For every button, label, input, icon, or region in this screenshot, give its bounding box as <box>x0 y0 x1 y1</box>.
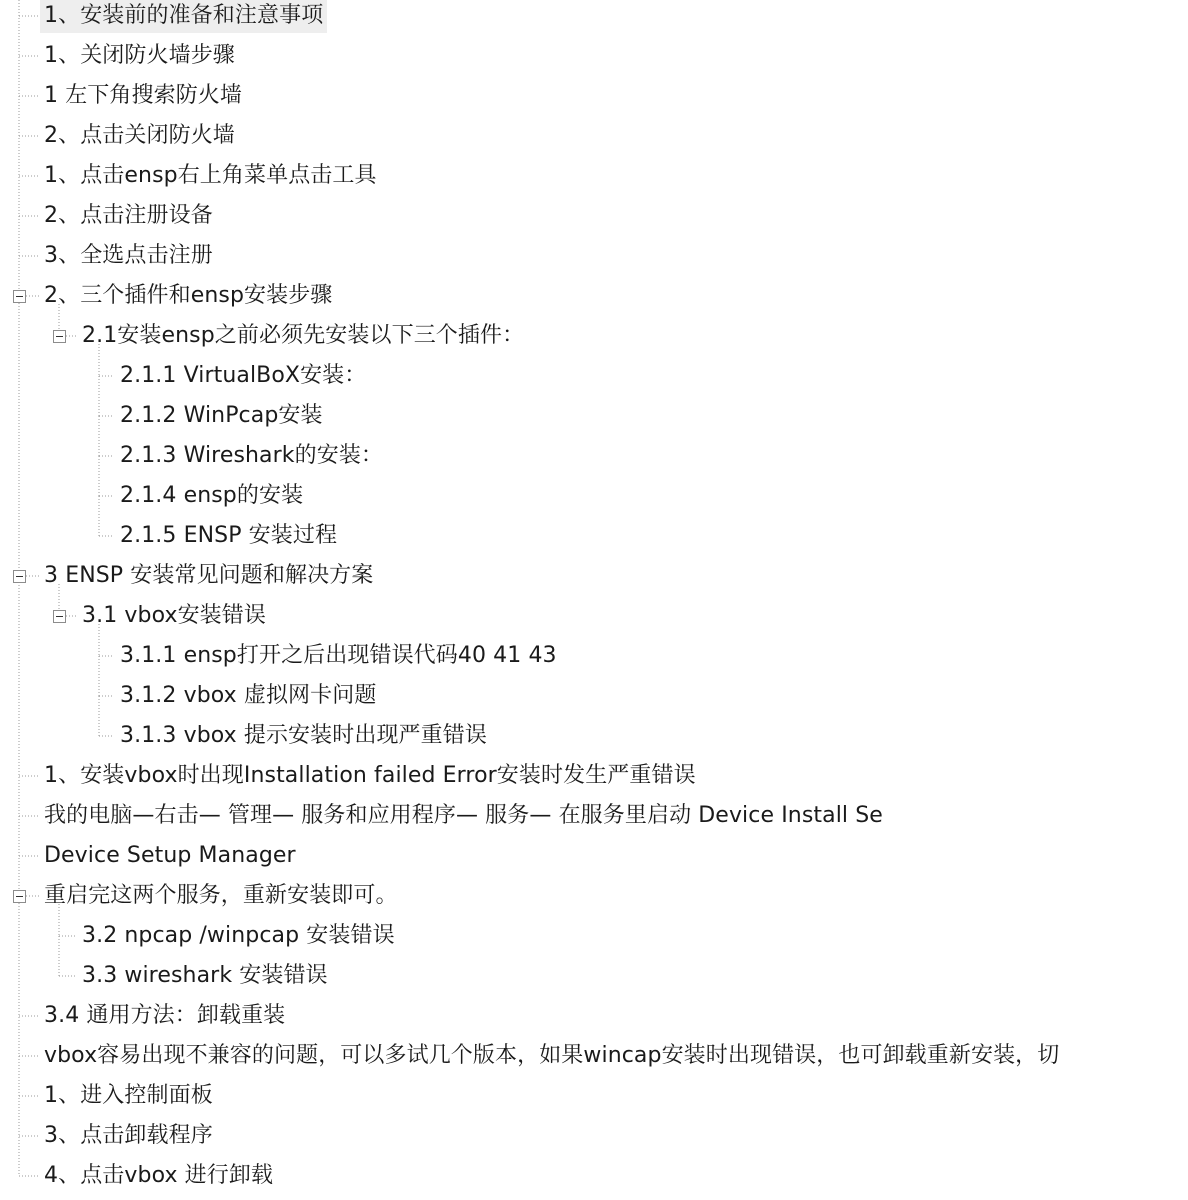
tree-item[interactable] <box>40 1076 217 1116</box>
tree-item-label: 2、三个插件和ensp安装步骤 <box>44 283 333 308</box>
tree-item[interactable] <box>40 116 239 156</box>
tree-item-label: 3.1.3 vbox 提示安装时出现严重错误 <box>120 723 487 748</box>
tree-item-label: 2.1.2 WinPcap安装 <box>120 403 323 428</box>
tree-item[interactable] <box>116 396 327 436</box>
tree-item-label: 我的电脑—右击— 管理— 服务和应用程序— 服务— 在服务里启动 Device Install Se <box>44 803 883 828</box>
tree-item-label: 2.1安装ensp之前必须先安装以下三个插件： <box>82 323 525 348</box>
tree-item-label: 3.1 vbox安装错误 <box>82 603 266 628</box>
collapse-toggle-icon[interactable] <box>13 890 26 903</box>
tree-item[interactable] <box>116 436 387 476</box>
tree-item-label: 1、安装vbox时出现Installation failed Error安装时发生严重错误 <box>44 763 696 788</box>
tree-item-label: 3.1.2 vbox 虚拟网卡问题 <box>120 683 377 708</box>
tree-item[interactable] <box>40 0 327 36</box>
collapse-toggle-icon[interactable] <box>13 570 26 583</box>
tree-item[interactable] <box>78 316 528 356</box>
tree-item[interactable] <box>116 716 491 756</box>
tree-item[interactable] <box>40 276 336 316</box>
tree-item-label: 2、点击关闭防火墙 <box>44 123 235 148</box>
tree-item-label: Device Setup Manager <box>44 843 296 868</box>
tree-item-label: 重启完这两个服务，重新安装即可。 <box>44 883 398 908</box>
tree-item-label: 3.1.1 ensp打开之后出现错误代码40 41 43 <box>120 643 557 668</box>
tree-item-label: vbox容易出现不兼容的问题，可以多试几个版本，如果wincap安装时出现错误，也可卸载重新安装，切 <box>44 1043 1060 1068</box>
tree-item-label: 3.4 通用方法：卸载重装 <box>44 1003 286 1028</box>
tree-item[interactable] <box>40 756 700 796</box>
tree-item-label: 4、点击vbox 进行卸载 <box>44 1163 274 1188</box>
tree-item[interactable] <box>40 556 377 596</box>
tree-item-label: 1、关闭防火墙步骤 <box>44 43 235 68</box>
tree-item[interactable] <box>40 796 887 836</box>
tree-item[interactable] <box>116 356 370 396</box>
tree-item-label: 2.1.3 Wireshark的安装： <box>120 443 384 468</box>
collapse-toggle-icon[interactable] <box>13 290 26 303</box>
tree-item-label: 3.2 npcap /winpcap 安装错误 <box>82 923 395 948</box>
tree-item[interactable] <box>40 836 300 876</box>
tree-item-label: 3.3 wireshark 安装错误 <box>82 963 328 988</box>
tree-item-label: 2.1.4 ensp的安装 <box>120 483 304 508</box>
tree-item[interactable] <box>40 196 217 236</box>
tree-item-label: 3、全选点击注册 <box>44 243 213 268</box>
tree-item[interactable] <box>40 156 381 196</box>
tree-item-label: 1 左下角搜索防火墙 <box>44 83 242 108</box>
tree-item[interactable] <box>40 36 239 76</box>
collapse-toggle-icon[interactable] <box>53 610 66 623</box>
tree-item[interactable] <box>40 236 217 276</box>
tree-item-label: 1、安装前的准备和注意事项 <box>40 0 327 33</box>
tree-item-label: 1、进入控制面板 <box>44 1083 213 1108</box>
tree-item[interactable] <box>40 76 246 116</box>
tree-item[interactable] <box>40 1116 217 1156</box>
tree-item[interactable] <box>116 676 380 716</box>
tree-item-label: 3 ENSP 安装常见问题和解决方案 <box>44 563 374 588</box>
tree-item[interactable] <box>78 916 399 956</box>
tree-item[interactable] <box>116 476 307 516</box>
collapse-toggle-icon[interactable] <box>53 330 66 343</box>
tree-item[interactable] <box>78 956 332 996</box>
tree-item[interactable] <box>40 1156 277 1196</box>
tree-item-label: 2.1.5 ENSP 安装过程 <box>120 523 338 548</box>
tree-item[interactable] <box>40 876 402 916</box>
tree-item[interactable] <box>116 636 561 676</box>
tree-item[interactable] <box>116 516 341 556</box>
tree-item-label: 1、点击ensp右上角菜单点击工具 <box>44 163 377 188</box>
tree-item[interactable] <box>40 1036 1063 1076</box>
tree-item-label: 2.1.1 VirtualBoX安装： <box>120 363 367 388</box>
tree-item-label: 3、点击卸载程序 <box>44 1123 213 1148</box>
tree-item[interactable] <box>78 596 270 636</box>
tree-item-label: 2、点击注册设备 <box>44 203 213 228</box>
tree-item[interactable] <box>40 996 289 1036</box>
